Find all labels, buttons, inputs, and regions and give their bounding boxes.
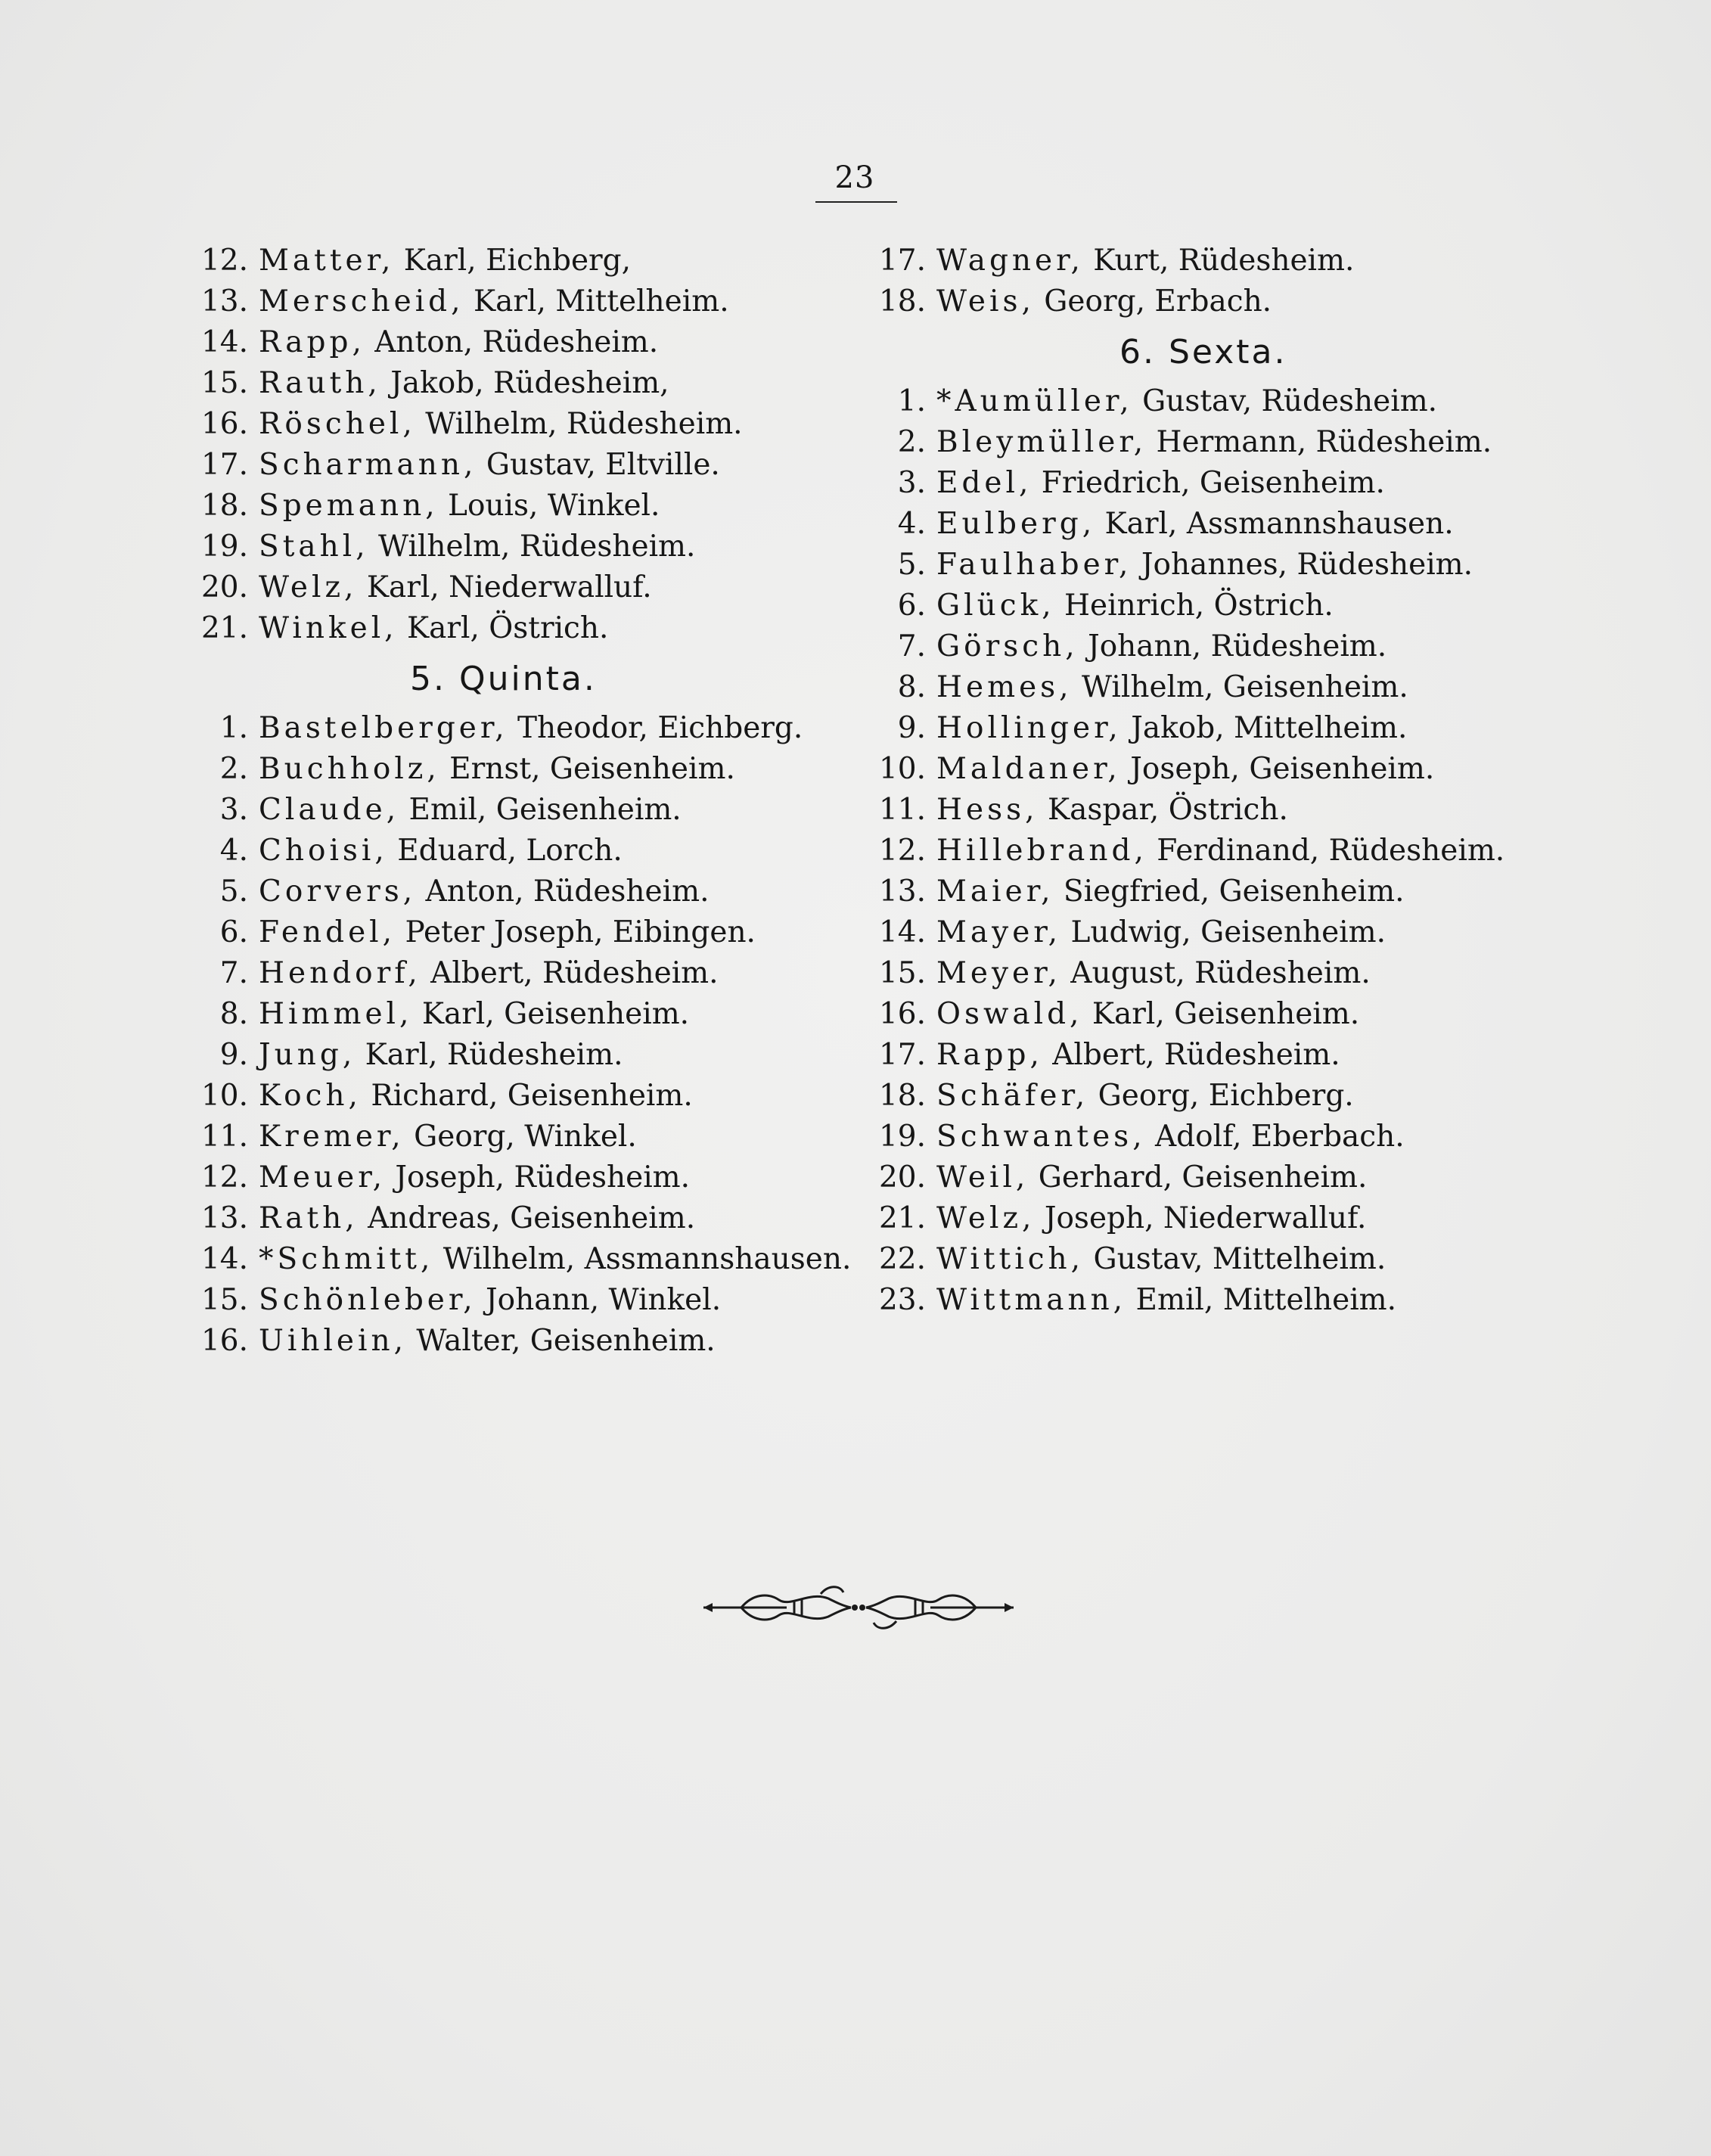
entry-given-name-and-town: Gustav, Eltville. <box>486 448 720 482</box>
list-item <box>870 381 1504 422</box>
entry-text <box>936 463 1385 504</box>
list-item <box>870 912 1504 953</box>
entry-given-name-and-town: Jakob, Rüdesheim, <box>390 366 669 400</box>
left-continued-list <box>192 241 851 649</box>
entry-number: 4. <box>219 834 248 868</box>
entry-number: 13. <box>878 875 926 909</box>
entry-text <box>936 1117 1405 1157</box>
entry-number: 14. <box>200 1242 248 1276</box>
entry-text <box>259 831 623 871</box>
decorative-scroll-ornament-icon <box>696 1577 1021 1638</box>
list-item <box>870 545 1504 586</box>
entry-given-name-and-town: Ferdinand, Rüdesheim. <box>1157 834 1505 868</box>
entry-text <box>936 667 1408 708</box>
entry-given-name-and-town: Albert, Rüdesheim. <box>1052 1038 1340 1072</box>
entry-number: 12. <box>878 834 926 868</box>
section-heading-quinta: 5. Quinta. <box>410 660 597 698</box>
entry-surname: Matter, <box>259 244 395 278</box>
entry-surname: Hillebrand, <box>936 834 1147 868</box>
entry-given-name-and-town: Karl, Niederwalluf. <box>366 570 652 604</box>
list-item <box>870 504 1504 545</box>
entry-given-name-and-town: Emil, Geisenheim. <box>408 793 682 827</box>
entry-surname: Spemann, <box>259 489 439 523</box>
entry-number: 23. <box>878 1283 926 1317</box>
entry-given-name-and-town: Kurt, Rüdesheim. <box>1093 244 1355 278</box>
entry-text <box>259 486 660 527</box>
entry-text <box>259 1076 693 1117</box>
list-item <box>192 994 851 1035</box>
entry-number: 16. <box>878 997 926 1031</box>
entry-given-name-and-town: Theodor, Eichberg. <box>517 711 803 745</box>
entry-given-name-and-town: Anton, Rüdesheim. <box>374 325 659 359</box>
entry-text <box>259 749 735 790</box>
entry-text <box>259 1198 695 1239</box>
entry-text <box>259 708 803 749</box>
entry-surname: Corvers, <box>259 875 417 909</box>
list-item <box>870 463 1504 504</box>
entry-given-name-and-town: Karl, Mittelheim. <box>473 284 729 318</box>
entry-given-name-and-town: Louis, Winkel. <box>448 489 660 523</box>
entry-surname: Claude, <box>259 793 400 827</box>
entry-surname: Bastelberger, <box>259 711 508 745</box>
entry-surname: Rath, <box>259 1201 359 1235</box>
entry-text <box>936 749 1434 790</box>
entry-surname: Winkel, <box>259 611 398 645</box>
list-item <box>870 871 1504 912</box>
entry-text <box>936 790 1288 831</box>
list-item <box>870 953 1504 994</box>
list-item <box>192 1035 851 1076</box>
sexta-list <box>870 381 1504 1321</box>
entry-text <box>259 567 652 608</box>
entry-text <box>259 404 743 445</box>
entry-number: 6. <box>219 915 248 949</box>
entry-text <box>259 1035 623 1076</box>
page-number: 23 <box>834 160 875 195</box>
entry-number: 17. <box>878 244 926 278</box>
entry-given-name-and-town: Wilhelm, Rüdesheim. <box>425 407 743 441</box>
entry-number: 22. <box>878 1242 926 1276</box>
list-item <box>192 871 851 912</box>
entry-number: 10. <box>200 1079 248 1113</box>
list-item <box>192 749 851 790</box>
entry-text <box>259 322 658 363</box>
entry-surname: Welz, <box>259 570 358 604</box>
list-item <box>870 1035 1504 1076</box>
entry-surname: Faulhaber, <box>936 548 1132 582</box>
entry-surname: Wittich, <box>936 1242 1085 1276</box>
list-item <box>870 626 1504 667</box>
list-item <box>192 1321 851 1362</box>
entry-surname: Maldaner, <box>936 752 1121 786</box>
entry-text <box>936 1076 1354 1117</box>
entry-surname: *Aumüller, <box>936 384 1133 418</box>
list-item <box>870 994 1504 1035</box>
entry-given-name-and-town: Adolf, Eberbach. <box>1155 1120 1405 1154</box>
entry-given-name-and-town: Peter Joseph, Eibingen. <box>405 915 756 949</box>
list-item <box>870 1239 1504 1280</box>
entry-surname: Merscheid, <box>259 284 464 318</box>
entry-number: 17. <box>200 448 248 482</box>
entry-surname: Himmel, <box>259 997 413 1031</box>
entry-surname: Choisi, <box>259 834 388 868</box>
left-column <box>192 241 851 1362</box>
list-item <box>870 708 1504 749</box>
entry-number: 18. <box>878 284 926 318</box>
entry-surname: Stahl, <box>259 530 369 564</box>
list-item <box>192 527 851 567</box>
entry-given-name-and-town: Johann, Winkel. <box>486 1283 722 1317</box>
entry-given-name-and-town: Wilhelm, Rüdesheim. <box>378 530 696 564</box>
entry-text <box>259 363 669 404</box>
entry-number: 14. <box>200 325 248 359</box>
entry-number: 18. <box>878 1079 926 1113</box>
list-item <box>192 1076 851 1117</box>
entry-number: 4. <box>897 507 926 541</box>
list-item <box>192 404 851 445</box>
list-item <box>870 749 1504 790</box>
entry-surname: Rapp, <box>936 1038 1043 1072</box>
list-item <box>192 608 851 649</box>
entry-text <box>259 445 720 486</box>
entry-number: 19. <box>878 1120 926 1154</box>
entry-surname: Maier, <box>936 875 1054 909</box>
entry-text <box>936 241 1354 281</box>
entry-given-name-and-town: Karl, Eichberg, <box>403 244 632 278</box>
entry-text <box>936 708 1407 749</box>
list-item <box>870 790 1504 831</box>
entry-given-name-and-town: Georg, Winkel. <box>414 1120 637 1154</box>
entry-number: 20. <box>878 1160 926 1194</box>
entry-text <box>259 912 756 953</box>
entry-surname: Meyer, <box>936 956 1061 990</box>
entry-text <box>936 1239 1386 1280</box>
entry-text <box>936 422 1492 463</box>
entry-number: 11. <box>878 793 926 827</box>
list-item <box>192 363 851 404</box>
entry-given-name-and-town: Georg, Eichberg. <box>1098 1079 1354 1113</box>
list-item <box>192 790 851 831</box>
entry-given-name-and-town: Eduard, Lorch. <box>397 834 623 868</box>
list-item <box>870 667 1504 708</box>
entry-number: 6. <box>897 589 926 623</box>
entry-text <box>936 504 1454 545</box>
entry-given-name-and-town: Albert, Rüdesheim. <box>430 956 719 990</box>
list-item <box>870 1198 1504 1239</box>
entry-text <box>259 1117 637 1157</box>
entry-number: 13. <box>200 284 248 318</box>
entry-surname: Rauth, <box>259 366 381 400</box>
entry-given-name-and-town: Richard, Geisenheim. <box>371 1079 693 1113</box>
entry-number: 17. <box>878 1038 926 1072</box>
entry-text <box>936 871 1405 912</box>
list-item <box>870 831 1504 871</box>
entry-number: 3. <box>897 466 926 500</box>
entry-text <box>936 1157 1367 1198</box>
list-item <box>192 1198 851 1239</box>
list-item <box>870 1157 1504 1198</box>
list-item <box>192 281 851 322</box>
entry-text <box>936 586 1334 626</box>
entry-given-name-and-town: Heinrich, Östrich. <box>1064 589 1334 623</box>
entry-number: 20. <box>200 570 248 604</box>
entry-given-name-and-town: Karl, Assmannshausen. <box>1104 507 1454 541</box>
entry-number: 19. <box>200 530 248 564</box>
entry-given-name-and-town: Anton, Rüdesheim. <box>425 875 710 909</box>
entry-number: 16. <box>200 407 248 441</box>
entry-surname: Wittmann, <box>936 1283 1127 1317</box>
entry-number: 1. <box>219 711 248 745</box>
entry-surname: Jung, <box>259 1038 356 1072</box>
entry-given-name-and-town: Andreas, Geisenheim. <box>368 1201 696 1235</box>
entry-surname: Hemes, <box>936 670 1073 704</box>
entry-surname: Buchholz, <box>259 752 440 786</box>
entry-text <box>936 381 1437 422</box>
entry-surname: Edel, <box>936 466 1032 500</box>
entry-text <box>259 953 719 994</box>
entry-surname: Hendorf, <box>259 956 421 990</box>
entry-given-name-and-town: Karl, Geisenheim. <box>421 997 690 1031</box>
section-heading-sexta: 6. Sexta. <box>1119 333 1287 371</box>
entry-surname: Weis, <box>936 284 1035 318</box>
entry-surname: Koch, <box>259 1079 362 1113</box>
entry-given-name-and-town: Hermann, Rüdesheim. <box>1156 425 1492 459</box>
entry-text <box>936 1198 1366 1239</box>
entry-number: 16. <box>200 1324 248 1358</box>
entry-surname: Wagner, <box>936 244 1084 278</box>
entry-surname: *Schmitt, <box>259 1242 434 1276</box>
entry-number: 5. <box>897 548 926 582</box>
entry-number: 14. <box>878 915 926 949</box>
list-item <box>870 1076 1504 1117</box>
entry-number: 9. <box>219 1038 248 1072</box>
quinta-list <box>192 708 851 1362</box>
entry-surname: Schönleber, <box>259 1283 477 1317</box>
list-item <box>192 1280 851 1321</box>
entry-surname: Hess, <box>936 793 1039 827</box>
entry-surname: Scharmann, <box>259 448 477 482</box>
entry-text <box>936 953 1371 994</box>
list-item <box>870 1280 1504 1321</box>
entry-text <box>259 281 729 322</box>
entry-number: 5. <box>219 875 248 909</box>
entry-surname: Glück, <box>936 589 1055 623</box>
entry-surname: Mayer, <box>936 915 1062 949</box>
entry-text <box>936 1035 1340 1076</box>
entry-given-name-and-town: Karl, Östrich. <box>406 611 609 645</box>
list-item <box>192 567 851 608</box>
entry-number: 13. <box>200 1201 248 1235</box>
entry-number: 7. <box>897 629 926 663</box>
list-item <box>192 1117 851 1157</box>
list-item <box>192 912 851 953</box>
entry-number: 12. <box>200 1160 248 1194</box>
list-item <box>192 486 851 527</box>
entry-given-name-and-town: Wilhelm, Assmannshausen. <box>442 1242 852 1276</box>
list-item <box>870 1117 1504 1157</box>
entry-number: 1. <box>897 384 926 418</box>
entry-text <box>259 527 695 567</box>
entry-given-name-and-town: Emil, Mittelheim. <box>1135 1283 1397 1317</box>
list-item <box>870 281 1504 322</box>
entry-text <box>259 1239 851 1280</box>
page-number-rule <box>815 201 897 203</box>
list-item <box>192 831 851 871</box>
entry-number: 15. <box>200 366 248 400</box>
list-item <box>870 241 1504 281</box>
entry-given-name-and-town: Gustav, Mittelheim. <box>1093 1242 1386 1276</box>
right-continued-list <box>870 241 1504 322</box>
entry-number: 21. <box>200 611 248 645</box>
entry-text <box>936 994 1359 1035</box>
entry-number: 7. <box>219 956 248 990</box>
entry-given-name-and-town: Joseph, Rüdesheim. <box>395 1160 691 1194</box>
entry-text <box>936 626 1386 667</box>
entry-text <box>259 608 608 649</box>
entry-given-name-and-town: Gustav, Rüdesheim. <box>1142 384 1438 418</box>
list-item <box>192 953 851 994</box>
entry-given-name-and-town: Siegfried, Geisenheim. <box>1063 875 1405 909</box>
list-item <box>192 322 851 363</box>
entry-given-name-and-town: Ernst, Geisenheim. <box>449 752 735 786</box>
entry-surname: Uihlein, <box>259 1324 407 1358</box>
right-column <box>870 241 1504 1321</box>
entry-text <box>259 994 689 1035</box>
list-item <box>192 1157 851 1198</box>
list-item <box>192 445 851 486</box>
entry-surname: Schäfer, <box>936 1079 1089 1113</box>
list-item <box>870 422 1504 463</box>
entry-given-name-and-town: Friedrich, Geisenheim. <box>1041 466 1385 500</box>
entry-number: 11. <box>200 1120 248 1154</box>
entry-text <box>259 790 682 831</box>
entry-surname: Kremer, <box>259 1120 405 1154</box>
entry-number: 15. <box>878 956 926 990</box>
entry-given-name-and-town: Karl, Rüdesheim. <box>365 1038 623 1072</box>
entry-text <box>259 241 631 281</box>
entry-number: 15. <box>200 1283 248 1317</box>
entry-given-name-and-town: Gerhard, Geisenheim. <box>1038 1160 1368 1194</box>
entry-given-name-and-town: Johannes, Rüdesheim. <box>1141 548 1473 582</box>
entry-given-name-and-town: Walter, Geisenheim. <box>416 1324 716 1358</box>
entry-surname: Schwantes, <box>936 1120 1146 1154</box>
entry-given-name-and-town: Kaspar, Östrich. <box>1047 793 1288 827</box>
entry-number: 9. <box>897 711 926 745</box>
entry-surname: Oswald, <box>936 997 1083 1031</box>
entry-given-name-and-town: Ludwig, Geisenheim. <box>1070 915 1386 949</box>
entry-text <box>259 871 709 912</box>
entry-surname: Rapp, <box>259 325 365 359</box>
entry-given-name-and-town: Karl, Geisenheim. <box>1092 997 1360 1031</box>
list-item <box>192 708 851 749</box>
entry-text <box>259 1280 721 1321</box>
entry-number: 2. <box>219 752 248 786</box>
entry-number: 8. <box>897 670 926 704</box>
entry-given-name-and-town: Johann, Rüdesheim. <box>1088 629 1387 663</box>
entry-text <box>936 831 1504 871</box>
entry-surname: Röschel, <box>259 407 416 441</box>
entry-text <box>936 912 1386 953</box>
entry-surname: Hollinger, <box>936 711 1122 745</box>
entry-text <box>259 1321 716 1362</box>
entry-given-name-and-town: Wilhelm, Geisenheim. <box>1081 670 1408 704</box>
list-item <box>192 1239 851 1280</box>
entry-number: 21. <box>878 1201 926 1235</box>
entry-given-name-and-town: Jakob, Mittelheim. <box>1131 711 1408 745</box>
entry-number: 3. <box>219 793 248 827</box>
entry-number: 2. <box>897 425 926 459</box>
entry-surname: Weil, <box>936 1160 1029 1194</box>
entry-surname: Görsch, <box>936 629 1079 663</box>
entry-text <box>259 1157 690 1198</box>
list-item <box>870 586 1504 626</box>
entry-text <box>936 545 1473 586</box>
entry-surname: Meuer, <box>259 1160 386 1194</box>
entry-surname: Fendel, <box>259 915 396 949</box>
entry-surname: Welz, <box>936 1201 1036 1235</box>
entry-given-name-and-town: August, Rüdesheim. <box>1070 956 1371 990</box>
entry-text <box>936 281 1272 322</box>
entry-text <box>936 1280 1396 1321</box>
entry-given-name-and-town: Georg, Erbach. <box>1044 284 1272 318</box>
entry-number: 8. <box>219 997 248 1031</box>
entry-given-name-and-town: Joseph, Niederwalluf. <box>1044 1201 1367 1235</box>
entry-given-name-and-town: Joseph, Geisenheim. <box>1130 752 1435 786</box>
entry-number: 12. <box>200 244 248 278</box>
entry-surname: Eulberg, <box>936 507 1096 541</box>
list-item <box>192 241 851 281</box>
entry-number: 10. <box>878 752 926 786</box>
entry-surname: Bleymüller, <box>936 425 1147 459</box>
entry-number: 18. <box>200 489 248 523</box>
